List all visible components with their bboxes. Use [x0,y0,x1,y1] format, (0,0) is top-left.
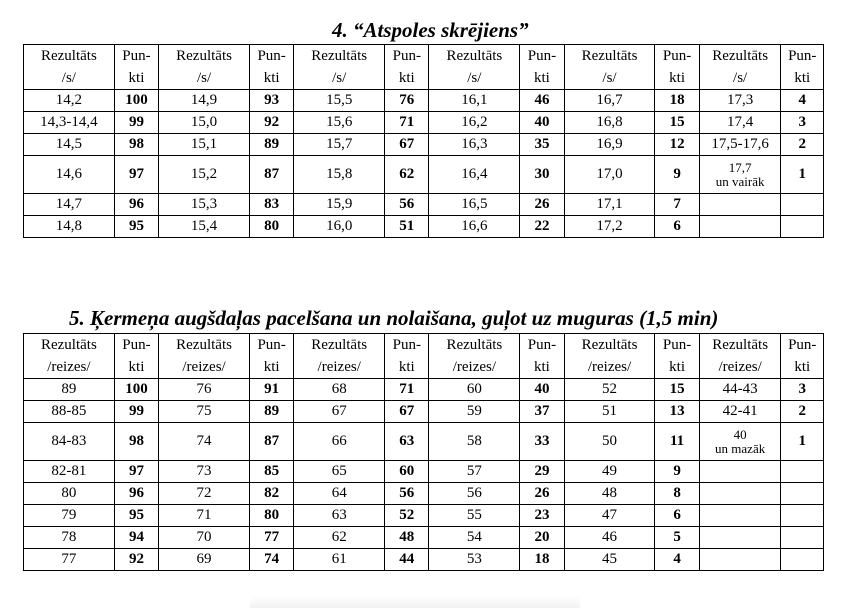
points-cell: 100 [114,379,158,401]
table-row [24,461,824,483]
header-points-label: Pun- [257,337,286,353]
header-result-label: Rezultāts [581,48,638,64]
result-cell: 14,8 [24,216,115,238]
header-points-label: Pun- [392,48,421,64]
result-cell: 89 [24,379,115,401]
points-cell: 77 [249,527,293,549]
points-cell: 3 [781,112,824,134]
result-cell [699,549,781,571]
result-cell: 14,5 [24,134,115,156]
points-cell: 18 [655,90,699,112]
header-points-label: kti [398,70,415,86]
result-cell: 60 [429,379,520,401]
points-cell: 52 [385,505,429,527]
points-cell: 95 [114,216,158,238]
header-result-label: Rezultāts [446,337,503,353]
result-cell: 77 [24,549,115,571]
situps-score-table [23,333,824,571]
result-cell: 78 [24,527,115,549]
points-cell: 71 [385,112,429,134]
result-cell [699,156,781,194]
result-cell [699,216,781,238]
result-cell [699,461,781,483]
points-cell: 46 [520,90,564,112]
table4-title: 4. “Atspoles skrējiens” [332,18,529,42]
points-cell: 95 [114,505,158,527]
result-cell: 88-85 [24,401,115,423]
points-cell: 6 [655,505,699,527]
header-result-label: Rezultāts [311,48,368,64]
points-cell: 40 [520,112,564,134]
table-row [24,134,824,156]
header-points-cell [385,45,429,90]
header-points-label: Pun- [788,48,817,64]
points-cell: 98 [114,134,158,156]
header-unit-label: /s/ [467,70,482,86]
points-cell: 8 [655,483,699,505]
result-cell: 17,0 [564,156,655,194]
result-cell: 57 [429,461,520,483]
header-result-cell [159,334,250,379]
result-cell: 15,8 [294,156,385,194]
result-cell: 17,4 [699,112,781,134]
result-cell: 58 [429,423,520,461]
points-cell: 74 [249,549,293,571]
result-cell: 66 [294,423,385,461]
result-value: 17,7 [728,159,752,175]
points-cell: 4 [655,549,699,571]
points-cell: 48 [385,527,429,549]
result-cell: 15,5 [294,90,385,112]
result-cell: 50 [564,423,655,461]
result-cell [699,505,781,527]
result-cell: 16,8 [564,112,655,134]
result-cell: 54 [429,527,520,549]
result-cell: 15,4 [159,216,250,238]
result-value: 40 [733,426,747,442]
result-cell: 82-81 [24,461,115,483]
points-cell: 85 [249,461,293,483]
result-cell: 16,3 [429,134,520,156]
points-cell [781,194,824,216]
result-cell: 74 [159,423,250,461]
points-cell: 63 [385,423,429,461]
header-points-label: Pun- [662,337,692,353]
header-unit-label: /reizes/ [587,359,632,375]
points-cell: 1 [781,156,824,194]
points-cell [781,527,824,549]
header-unit-label: /s/ [332,70,347,86]
header-points-label: kti [263,359,280,375]
points-cell: 9 [655,461,699,483]
result-cell: 17,2 [564,216,655,238]
points-cell: 37 [520,401,564,423]
table-row [24,112,824,134]
points-cell: 5 [655,527,699,549]
points-cell: 89 [249,134,293,156]
header-points-cell [520,45,564,90]
points-cell: 100 [114,90,158,112]
header-points-label: kti [669,359,686,375]
header-result-label: Rezultāts [581,337,638,353]
points-cell: 33 [520,423,564,461]
header-unit-label: /s/ [602,70,617,86]
points-cell: 3 [781,379,824,401]
header-result-cell [24,334,115,379]
result-cell: 16,7 [564,90,655,112]
result-cell: 15,1 [159,134,250,156]
result-cell [699,423,781,461]
result-cell: 14,6 [24,156,115,194]
points-cell: 56 [385,483,429,505]
result-cell: 71 [159,505,250,527]
points-cell: 91 [249,379,293,401]
points-cell: 71 [385,379,429,401]
table-row [24,156,824,194]
header-points-label: kti [534,359,550,375]
result-cell: 15,2 [159,156,250,194]
header-points-label: kti [398,359,415,375]
header-result-cell [24,45,115,90]
header-unit-label: /s/ [733,70,748,86]
header-row [24,334,824,379]
points-cell: 93 [249,90,293,112]
header-row [24,45,824,90]
points-cell: 11 [655,423,699,461]
header-result-cell [699,334,781,379]
table-row [24,194,824,216]
result-cell: 15,9 [294,194,385,216]
result-cell: 42-41 [699,401,781,423]
points-cell: 67 [385,134,429,156]
header-points-cell [655,45,699,90]
result-cell: 63 [294,505,385,527]
header-unit-label: /reizes/ [317,359,361,375]
result-cell [699,194,781,216]
header-result-cell [564,334,655,379]
points-cell: 13 [655,401,699,423]
result-cell: 62 [294,527,385,549]
header-points-cell [114,334,158,379]
table-row [24,549,824,571]
points-cell [781,461,824,483]
result-cell: 70 [159,527,250,549]
header-points-label: Pun- [122,48,151,64]
result-cell: 45 [564,549,655,571]
page-edge-shade [250,596,580,608]
header-result-label: Rezultāts [311,337,368,353]
points-cell: 87 [249,423,293,461]
result-cell: 16,6 [429,216,520,238]
points-cell: 26 [520,483,564,505]
points-cell [781,216,824,238]
header-points-label: kti [669,70,686,86]
points-cell: 6 [655,216,699,238]
header-points-label: kti [128,70,145,86]
result-cell: 15,6 [294,112,385,134]
points-cell: 92 [249,112,293,134]
points-cell: 62 [385,156,429,194]
points-cell: 2 [781,134,824,156]
header-points-label: kti [263,70,280,86]
result-cell: 47 [564,505,655,527]
header-points-label: kti [794,70,811,86]
points-cell: 20 [520,527,564,549]
atspoles-score-table [23,44,824,238]
result-cell: 61 [294,549,385,571]
points-cell: 56 [385,194,429,216]
table-row [24,483,824,505]
result-cell: 16,0 [294,216,385,238]
points-cell: 26 [520,194,564,216]
points-cell: 44 [385,549,429,571]
header-result-cell [159,45,250,90]
header-points-label: Pun- [788,337,817,353]
header-result-cell [564,45,655,90]
result-cell: 16,5 [429,194,520,216]
table-row [24,423,824,461]
points-cell [781,505,824,527]
points-cell: 97 [114,156,158,194]
result-cell: 16,2 [429,112,520,134]
result-cell: 52 [564,379,655,401]
points-cell: 29 [520,461,564,483]
header-points-label: kti [534,70,550,86]
result-cell: 46 [564,527,655,549]
points-cell: 87 [249,156,293,194]
header-points-cell [114,45,158,90]
header-points-cell [520,334,564,379]
points-cell: 4 [781,90,824,112]
result-cell: 15,3 [159,194,250,216]
header-unit-label: /reizes/ [182,359,226,375]
result-cell: 17,3 [699,90,781,112]
header-result-label: Rezultāts [712,48,769,64]
points-cell: 35 [520,134,564,156]
header-result-label: Rezultāts [40,337,97,353]
result-cell: 15,7 [294,134,385,156]
points-cell: 12 [655,134,699,156]
result-cell: 69 [159,549,250,571]
points-cell: 15 [655,112,699,134]
result-qualifier: un mazāk [715,440,766,456]
points-cell: 96 [114,483,158,505]
header-result-cell [429,45,520,90]
header-points-label: Pun- [527,48,557,64]
result-cell: 51 [564,401,655,423]
points-cell: 92 [114,549,158,571]
result-cell: 14,9 [159,90,250,112]
header-result-label: Rezultāts [446,48,503,64]
header-unit-label: /s/ [196,70,212,86]
points-cell: 96 [114,194,158,216]
header-result-label: Rezultāts [40,48,97,64]
header-points-label: Pun- [527,337,557,353]
points-cell: 99 [114,112,158,134]
header-points-cell [249,45,293,90]
table-row [24,379,824,401]
points-cell: 60 [385,461,429,483]
table-row [24,90,824,112]
header-points-label: Pun- [257,48,286,64]
result-cell: 14,2 [24,90,115,112]
result-cell: 55 [429,505,520,527]
header-unit-label: /reizes/ [718,359,762,375]
result-cell: 84-83 [24,423,115,461]
points-cell [781,483,824,505]
result-cell: 48 [564,483,655,505]
table-row [24,505,824,527]
result-cell [699,527,781,549]
points-cell: 89 [249,401,293,423]
result-cell: 53 [429,549,520,571]
result-cell: 76 [159,379,250,401]
table-row [24,401,824,423]
header-points-cell [249,334,293,379]
result-cell: 56 [429,483,520,505]
points-cell: 80 [249,216,293,238]
points-cell: 2 [781,401,824,423]
header-result-label: Rezultāts [176,48,232,64]
points-cell: 9 [655,156,699,194]
result-cell: 16,9 [564,134,655,156]
header-points-label: kti [128,359,145,375]
result-cell: 68 [294,379,385,401]
header-result-cell [294,334,385,379]
header-result-label: Rezultāts [176,337,232,353]
points-cell: 80 [249,505,293,527]
result-cell: 64 [294,483,385,505]
table5-title: 5. Ķermeņa augšdaļas pacelšana un nolaišana, guļot uz muguras (1,5 min) [69,306,719,330]
points-cell: 22 [520,216,564,238]
result-cell: 72 [159,483,250,505]
points-cell: 7 [655,194,699,216]
points-cell: 82 [249,483,293,505]
result-cell: 44-43 [699,379,781,401]
header-points-label: kti [794,359,811,375]
result-cell: 15,0 [159,112,250,134]
result-cell: 14,7 [24,194,115,216]
points-cell: 23 [520,505,564,527]
result-cell: 16,4 [429,156,520,194]
points-cell: 67 [385,401,429,423]
header-result-cell [294,45,385,90]
header-points-cell [781,334,824,379]
points-cell: 40 [520,379,564,401]
points-cell: 51 [385,216,429,238]
result-cell: 75 [159,401,250,423]
header-points-cell [385,334,429,379]
points-cell: 83 [249,194,293,216]
header-points-label: Pun- [392,337,421,353]
header-unit-label: /reizes/ [47,359,91,375]
points-cell: 94 [114,527,158,549]
header-unit-label: /reizes/ [452,359,497,375]
header-result-cell [699,45,781,90]
result-cell: 73 [159,461,250,483]
result-cell: 65 [294,461,385,483]
result-cell: 16,1 [429,90,520,112]
result-cell: 79 [24,505,115,527]
points-cell: 1 [781,423,824,461]
points-cell: 15 [655,379,699,401]
points-cell: 76 [385,90,429,112]
header-result-label: Rezultāts [712,337,769,353]
header-result-cell [429,334,520,379]
result-cell: 80 [24,483,115,505]
points-cell: 98 [114,423,158,461]
header-points-cell [781,45,824,90]
header-points-label: Pun- [662,48,692,64]
header-points-label: Pun- [122,337,151,353]
table-row [24,216,824,238]
header-unit-label: /s/ [61,70,76,86]
result-cell: 17,1 [564,194,655,216]
result-cell: 67 [294,401,385,423]
points-cell [781,549,824,571]
result-cell: 59 [429,401,520,423]
result-cell: 14,3-14,4 [24,112,115,134]
points-cell: 97 [114,461,158,483]
points-cell: 18 [520,549,564,571]
table-row [24,527,824,549]
result-cell [699,483,781,505]
result-cell: 17,5-17,6 [699,134,781,156]
result-cell: 49 [564,461,655,483]
points-cell: 30 [520,156,564,194]
header-points-cell [655,334,699,379]
points-cell: 99 [114,401,158,423]
result-qualifier: un vairāk [715,173,765,189]
